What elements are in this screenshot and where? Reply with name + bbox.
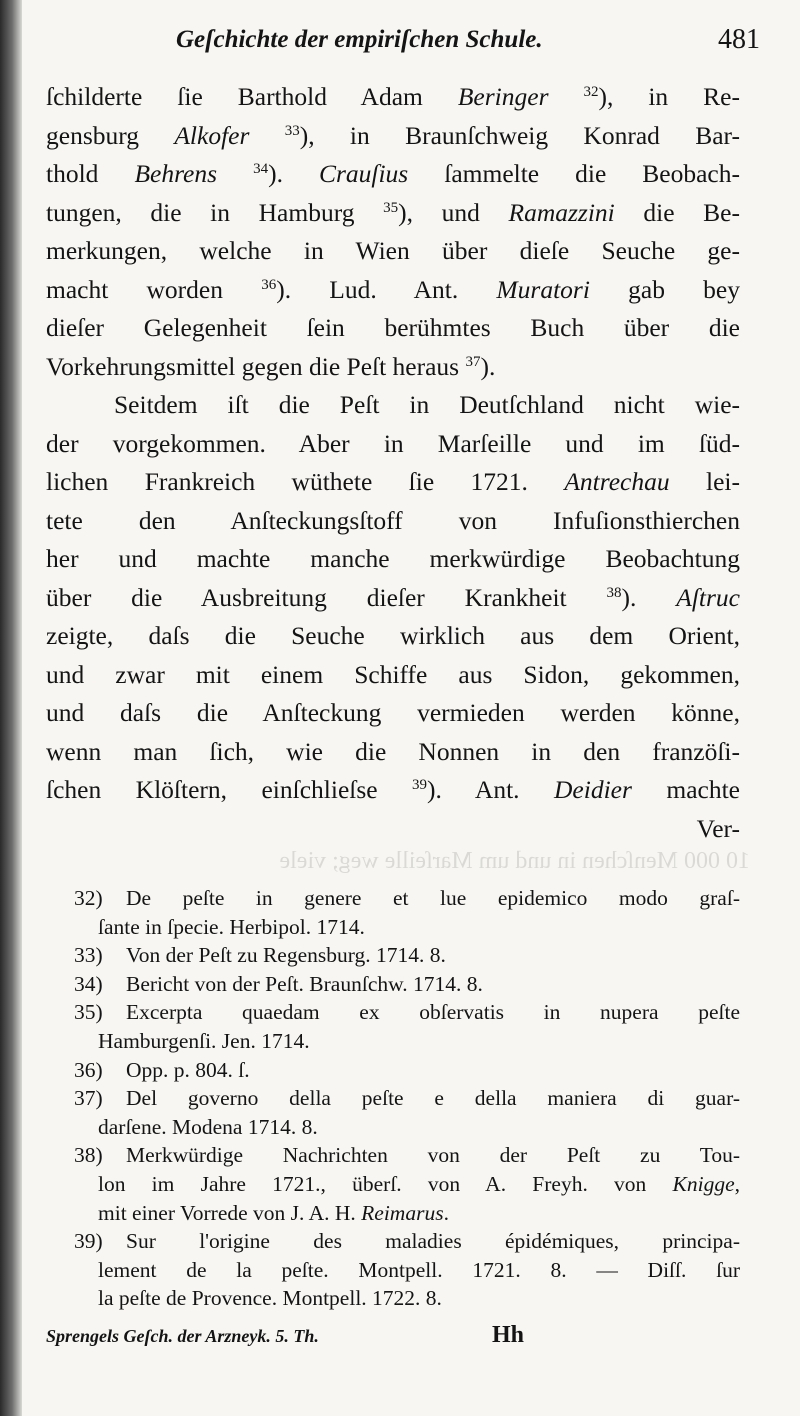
text-line: zeigte, daſs die Seuche wirklich aus dem Orient, xyxy=(46,621,740,650)
text-line: tete den Anſteckungsſtoff von Infuſionsthierchen xyxy=(46,505,740,535)
running-title: Geſchichte der empiriſchen Schule. xyxy=(176,26,543,53)
footnote-32: 32) De peſte in genere et lue epidemico modo graſ- xyxy=(74,886,740,910)
text-line: und zwar mit einem Schiffe aus Sidon, gekommen, xyxy=(46,659,740,689)
text-line: Seitdem iſt die Peſt in Deutſchland nicht wie- xyxy=(114,390,740,419)
text-line: wenn man ſich, wie die Nonnen in den franzöſi- xyxy=(46,736,740,766)
footnote-36: 36) Opp. p. 804. ſ. xyxy=(74,1057,250,1082)
text-line: macht worden $^{36}$). Lud. Ant. Muratori gab bey xyxy=(46,274,740,304)
text-line: Vorkehrungsmittel gegen die Peſt heraus $^{37}$). xyxy=(46,351,496,381)
text-line: ſchilderte ſie Barthold Adam Beringer $^{32}$), in Re- xyxy=(46,82,740,111)
page-footer xyxy=(46,1322,736,1354)
footnote-39-cont: la peſte de Provence. Montpell. 1722. 8. xyxy=(98,1286,442,1311)
show-through-text: 10 000 Menſchen in und um Marſeille weg; viele xyxy=(279,848,750,874)
footnote-34: 34) Bericht von der Peſt. Braunſchw. 1714. 8. xyxy=(74,971,483,996)
footnote-38: 38) Merkwürdige Nachrichten von der Peſt zu Tou- xyxy=(74,1143,740,1168)
text-line: gensburg Alkofer $^{33}$), in Braunſchweig Konrad Bar- xyxy=(46,120,741,150)
signature-mark: Sprengels Geſch. der Arzneyk. 5. Th. xyxy=(46,1326,319,1346)
running-header xyxy=(60,22,760,62)
footnotes xyxy=(46,884,740,1313)
footnote-39: 39) Sur l'origine des maladies épidémiques, principa- xyxy=(74,1229,740,1254)
page-edge-shadow xyxy=(0,0,22,1416)
page-number: 481 xyxy=(718,24,760,55)
text-line: über die Ausbreitung dieſer Krankheit $^{38}$). Aſtruc xyxy=(46,582,740,612)
footnote-38-cont: lon im Jahre 1721., überſ. von A. Freyh. von Knigge, xyxy=(98,1171,740,1196)
footnote-33: 33) Von der Peſt zu Regensburg. 1714. 8. xyxy=(74,943,446,968)
text-line: her und machte manche merkwürdige Beobachtung xyxy=(46,544,740,573)
footnote-37: 37) Del governo della peſte e della maniera di guar- xyxy=(74,1086,740,1111)
text-line: lichen Frankreich wüthete ſie 1721. Antrechau lei- xyxy=(46,467,741,496)
text-line: und daſs die Anſteckung vermieden werden könne, xyxy=(46,698,740,727)
catchword: Ver- xyxy=(696,813,740,843)
text-line: der vorgekommen. Aber in Marſeille und im ſüd- xyxy=(46,428,740,458)
footnote-35-cont: Hamburgenſi. Jen. 1714. xyxy=(98,1028,310,1053)
signature-letters: Hh xyxy=(492,1322,525,1348)
text-line: tungen, die in Hamburg $^{35}$), und Ramazzini die Be- xyxy=(46,197,740,227)
main-text xyxy=(46,78,740,848)
text-line: dieſer Gelegenheit ſein berühmtes Buch über die xyxy=(46,313,740,342)
footnote-38-cont: mit einer Vorrede von J. A. H. Reimarus. xyxy=(98,1200,449,1225)
text-line: ſchen Klöſtern, einſchlieſse $^{39}$). Ant. Deidier machte xyxy=(46,775,740,804)
text-line: thold Behrens $^{34}$). Crauſius ſammelte die Beobach- xyxy=(46,159,740,188)
footnote-39-cont: lement de la peſte. Montpell. 1721. 8. — Diſſ. ſur xyxy=(98,1257,740,1282)
footnote-32-cont: ſante in ſpecie. Herbipol. 1714. xyxy=(98,914,365,939)
footnote-35: 35) Excerpta quaedam ex obſervatis in nupera peſte xyxy=(74,1000,740,1025)
footnote-37-cont: darſene. Modena 1714. 8. xyxy=(98,1114,318,1139)
text-line: merkungen, welche in Wien über dieſe Seuche ge- xyxy=(46,236,740,265)
